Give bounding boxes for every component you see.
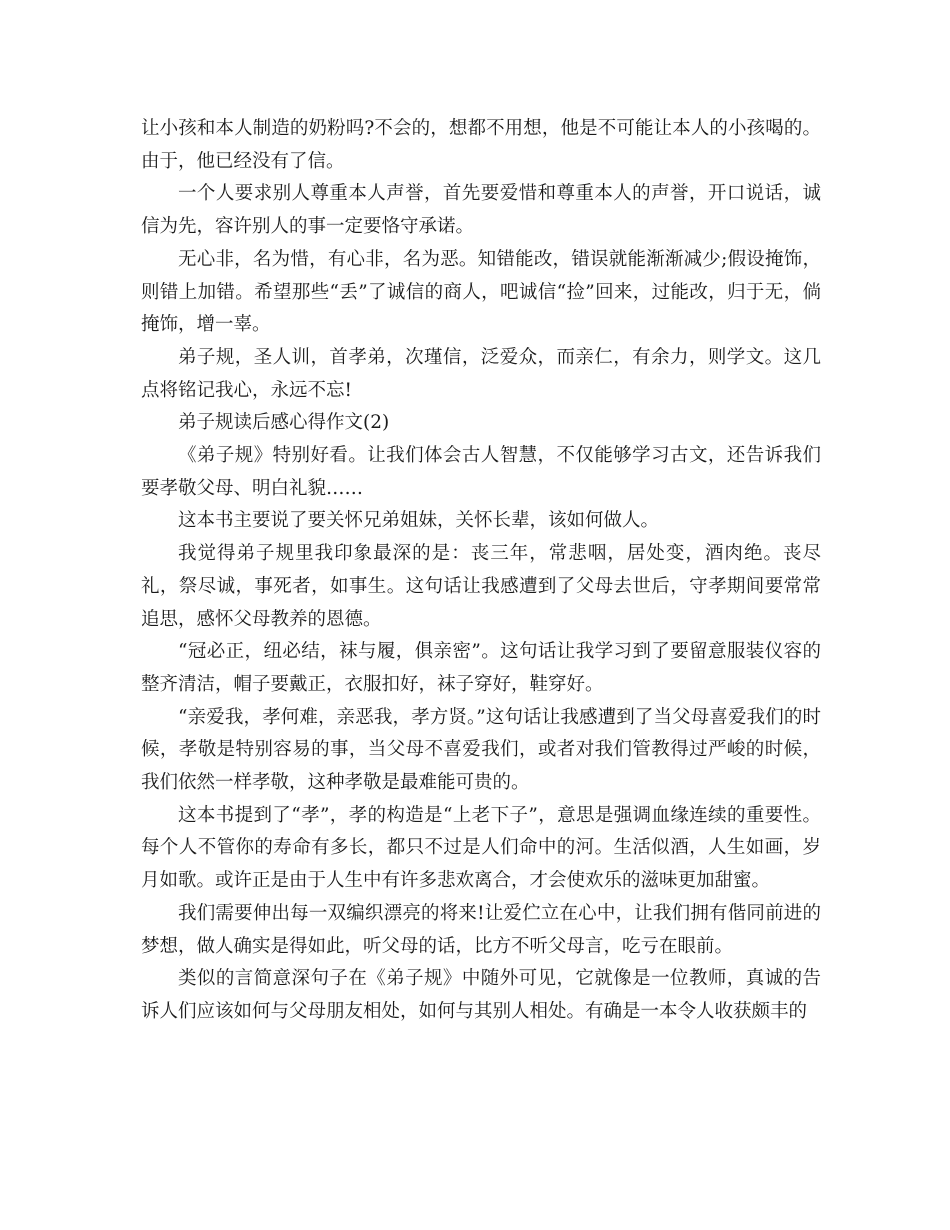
paragraph: 《弟子规》特别好看。让我们体会古人智慧，不仅能够学习古文，还告诉我们要孝敬父母、明白礼貌…… <box>141 445 821 499</box>
paragraph: 这本书提到了“孝”，孝的构造是“上老下子”，意思是强调血缘连续的重要性。每个人不管你的寿命有多长，都只不过是人们命中的河。生活似酒，人生如画，岁月如歌。或许正是由于人生中有许多悲欢离合，才会使欢乐的滋味更加甜蜜。 <box>141 804 821 892</box>
paragraph: 类似的言简意深句子在《弟子规》中随外可见，它就像是一位教师，真诚的告诉人们应该如何与父母朋友相处，如何与其别人相处。有确是一本令人收获颇丰的 <box>141 968 821 1022</box>
paragraph: 弟子规，圣人训，首孝弟，次瑾信，泛爱众，而亲仁，有余力，则学文。这几点将铭记我心，永远不忘! <box>141 346 821 401</box>
paragraph-continued: 让小孩和本人制造的奶粉吗?不会的，想都不用想，他是不可能让本人的小孩喝的。由于，他已经没有了信。 <box>141 118 821 172</box>
paragraph: “亲爱我，孝何难，亲恶我，孝方贤。”这句话让我感遭到了当父母喜爱我们的时候，孝敬是特别容易的事，当父母不喜爱我们，或者对我们管教得过严峻的时候，我们依然一样孝敬，这种孝敬是最难能可贵的。 <box>141 706 821 794</box>
section-heading: 弟子规读后感心得作文(2) <box>178 412 390 434</box>
paragraph: 我觉得弟子规里我印象最深的是：丧三年，常悲咽，居处变，酒肉绝。丧尽礼，祭尽诚，事死者，如事生。这句话让我感遭到了父母去世后，守孝期间要常常追思，感怀父母教养的恩德。 <box>141 543 821 630</box>
paragraph: 一个人要求别人尊重本人声誉，首先要爱惜和尊重本人的声誉，开口说话，诚信为先，容许别人的事一定要恪守承诺。 <box>141 183 821 238</box>
paragraph: 无心非，名为惜，有心非，名为恶。知错能改，错误就能渐渐减少;假设掩饰，则错上加错。希望那些“丢”了诚信的商人，吧诚信“捡”回来，过能改，归于无，倘掩饰，增一辜。 <box>141 248 821 336</box>
paragraph: 这本书主要说了要关怀兄弟姐妹，关怀长辈，该如何做人。 <box>178 510 660 532</box>
paragraph: “冠必正，纽必结，袜与履，俱亲密”。这句话让我学习到了要留意服装仪容的整齐清洁，帽子要戴正，衣服扣好，袜子穿好，鞋穿好。 <box>141 641 821 695</box>
document-body <box>141 113 821 1029</box>
paragraph: 我们需要伸出每一双编织漂亮的将来!让爱伫立在心中，让我们拥有偕同前进的梦想，做人确实是得如此，听父母的话，比方不听父母言，吃亏在眼前。 <box>141 902 821 957</box>
